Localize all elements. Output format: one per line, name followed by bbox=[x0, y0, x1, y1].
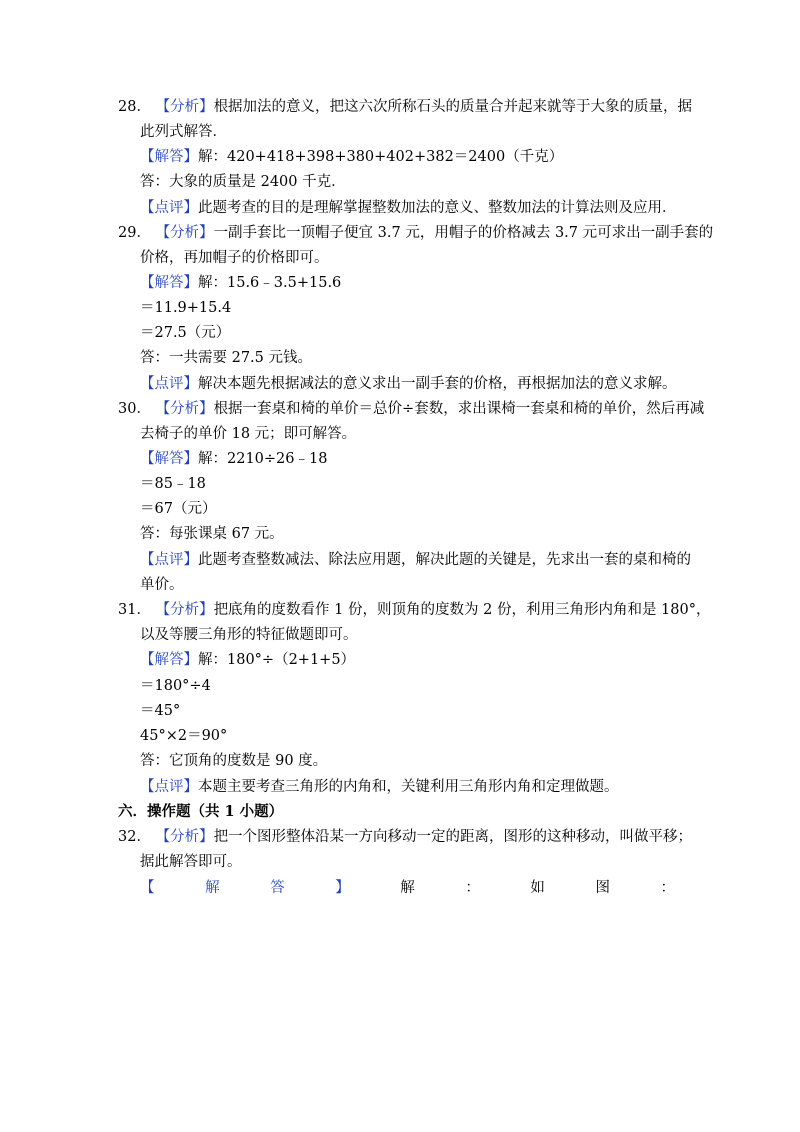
q32-answer-char-1: 【 bbox=[140, 880, 155, 896]
section-6-heading: 六．操作题（共 1 小题） bbox=[118, 803, 284, 820]
q29-answer-line-1 bbox=[140, 273, 341, 293]
q30-comment-text-1: 此题考查整数减法、除法应用题，解决此题的关键是，先求出一套的桌和椅的 bbox=[198, 552, 691, 568]
q28-answer-tag: 【解答】 bbox=[140, 149, 198, 165]
q29-analysis-text-1: 一副手套比一顶帽子便宜 3.7 元，用帽子的价格减去 3.7 元可求出一副手套的 bbox=[213, 225, 714, 241]
q32-analysis-text-1: 把一个图形整体沿某一方向移动一定的距离，图形的这种移动，叫做平移； bbox=[213, 829, 693, 845]
q30-answer-line-1 bbox=[140, 449, 327, 469]
q28-answer-text-1: 解：420+418+398+380+402+382＝2400（千克） bbox=[198, 149, 564, 165]
q30-answer-line-2: ＝85﹣18 bbox=[140, 476, 206, 492]
q32-analysis-tag: 【分析】 bbox=[155, 829, 214, 845]
q31-answer-line-4: 45°×2＝90° bbox=[140, 728, 228, 744]
q31-answer-tag: 【解答】 bbox=[140, 652, 198, 668]
q32-answer-char-6: ： bbox=[465, 880, 480, 896]
q31-answer-text-1: 解：180°÷（2+1+5） bbox=[198, 652, 356, 668]
q30-analysis-tag: 【分析】 bbox=[155, 401, 214, 417]
q29-comment-tag: 【点评】 bbox=[140, 376, 198, 392]
q28-analysis-line-1 bbox=[118, 97, 692, 117]
q31-comment-line-1 bbox=[140, 777, 619, 797]
q30-comment-tag: 【点评】 bbox=[140, 552, 198, 568]
q32-analysis-line-2: 据此解答即可。 bbox=[140, 854, 242, 870]
q31-answer-line-2: ＝180°÷4 bbox=[140, 678, 211, 694]
q32-answer-char-3: 答 bbox=[270, 880, 285, 896]
q28-comment-text-1: 此题考查的目的是理解掌握整数加法的意义、整数加法的计算法则及应用． bbox=[198, 200, 677, 216]
q29-answer-text-1: 解：15.6﹣3.5+15.6 bbox=[198, 275, 342, 291]
q29-answer-line-2: ＝11.9+15.4 bbox=[140, 300, 232, 316]
q30-answer-text-1: 解：2210÷26﹣18 bbox=[198, 451, 328, 467]
q29-analysis-tag: 【分析】 bbox=[155, 225, 214, 241]
q30-analysis-line-1 bbox=[118, 399, 704, 419]
q29-answer-line-4: 答：一共需要 27.5 元钱。 bbox=[140, 350, 313, 366]
q29-comment-text-1: 解决本题先根据减法的意义求出一副手套的价格，再根据加法的意义求解。 bbox=[198, 376, 677, 392]
q30-answer-line-4: 答：每张课桌 67 元。 bbox=[140, 526, 284, 542]
q31-answer-line-1 bbox=[140, 650, 355, 670]
q28-number: 28． bbox=[118, 99, 151, 115]
q28-comment-tag: 【点评】 bbox=[140, 200, 198, 216]
q28-comment-line-1 bbox=[140, 198, 677, 218]
q29-analysis-line-1 bbox=[118, 223, 713, 243]
q32-analysis-line-1 bbox=[118, 827, 692, 847]
q30-answer-tag: 【解答】 bbox=[140, 451, 198, 467]
q31-analysis-line-1 bbox=[118, 600, 710, 620]
q30-answer-line-3: ＝67（元） bbox=[140, 501, 217, 517]
q28-answer-line-1 bbox=[140, 147, 563, 167]
q30-analysis-text-1: 根据一套桌和椅的单价＝总价÷套数，求出课椅一套桌和椅的单价，然后再减 bbox=[213, 401, 705, 417]
q31-analysis-line-2: 以及等腰三角形的特征做题即可。 bbox=[140, 627, 358, 643]
q32-answer-char-5: 解 bbox=[400, 880, 415, 896]
q28-analysis-tag: 【分析】 bbox=[155, 99, 214, 115]
q32-answer-char-9: ： bbox=[660, 880, 675, 896]
q29-comment-line-1 bbox=[140, 374, 677, 394]
q31-comment-tag: 【点评】 bbox=[140, 779, 198, 795]
q30-comment-line-1 bbox=[140, 550, 691, 570]
q31-answer-line-5: 答：它顶角的度数是 90 度。 bbox=[140, 753, 328, 769]
q28-answer-line-2: 答：大象的质量是 2400 千克． bbox=[140, 174, 346, 190]
q28-analysis-line-2: 此列式解答． bbox=[140, 124, 227, 140]
q29-analysis-line-2: 价格，再加帽子的价格即可。 bbox=[140, 250, 329, 266]
q31-analysis-tag: 【分析】 bbox=[155, 602, 214, 618]
q31-comment-text-1: 本题主要考查三角形的内角和，关键利用三角形内角和定理做题。 bbox=[198, 779, 619, 795]
q32-answer-char-8: 图 bbox=[595, 880, 610, 896]
q29-number: 29． bbox=[118, 225, 151, 241]
q29-answer-line-3: ＝27.5（元） bbox=[140, 325, 231, 341]
q31-answer-line-3: ＝45° bbox=[140, 703, 181, 719]
q32-answer-char-2: 解 bbox=[205, 880, 220, 896]
q30-comment-line-2: 单价。 bbox=[140, 577, 184, 593]
q31-number: 31． bbox=[118, 602, 151, 618]
q30-analysis-line-2: 去椅子的单价 18 元；即可解答。 bbox=[140, 426, 357, 442]
q32-answer-char-4: 】 bbox=[335, 880, 350, 896]
q29-answer-tag: 【解答】 bbox=[140, 275, 198, 291]
q32-answer-line bbox=[140, 878, 675, 898]
q32-number: 32． bbox=[118, 829, 151, 845]
q30-number: 30． bbox=[118, 401, 151, 417]
q31-analysis-text-1: 把底角的度数看作 1 份，则顶角的度数为 2 份，利用三角形内角和是 180°， bbox=[213, 602, 711, 618]
q28-analysis-text-1: 根据加法的意义，把这六次所称石头的质量合并起来就等于大象的质量，据 bbox=[213, 99, 693, 115]
q32-answer-char-7: 如 bbox=[530, 880, 545, 896]
